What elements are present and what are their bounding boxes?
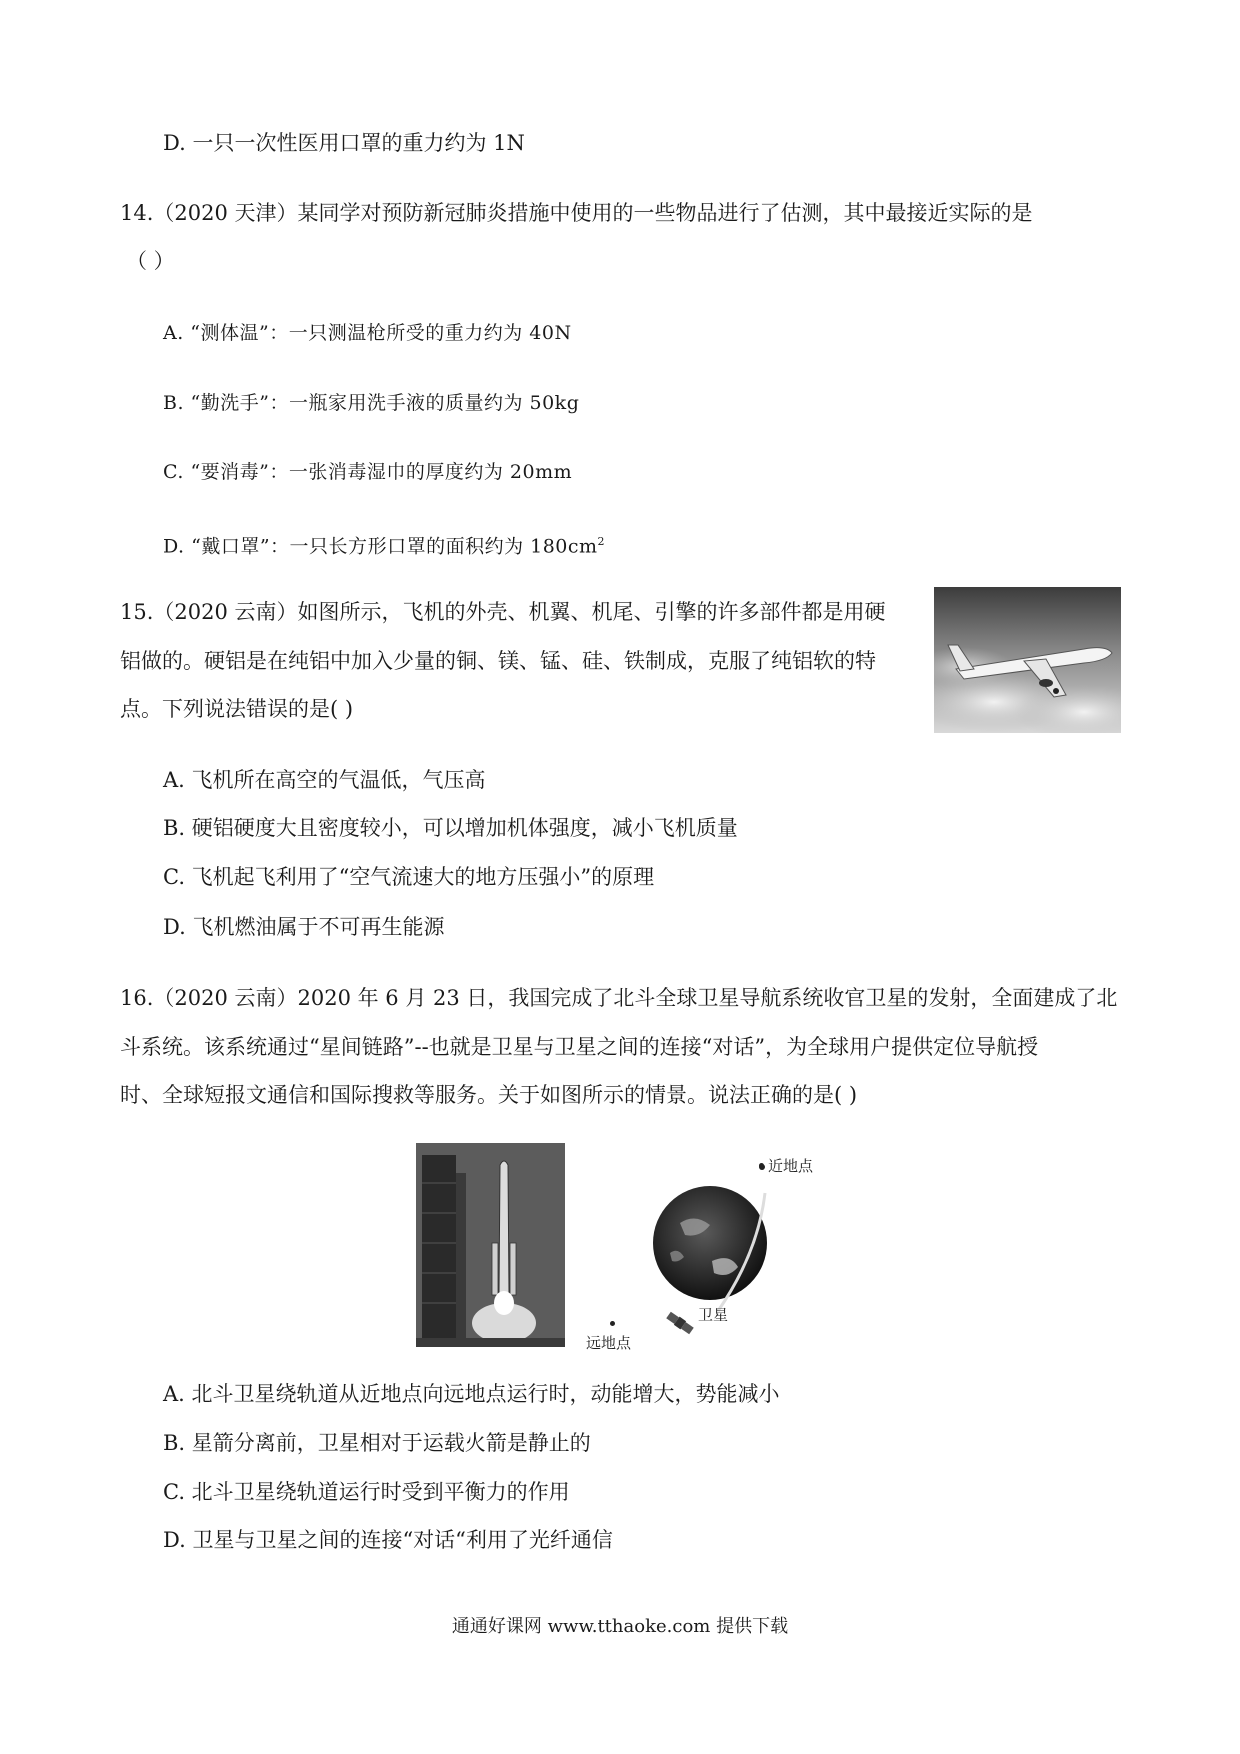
- q15-stem-line1: 15.（2020 云南）如图所示，飞机的外壳、机翼、机尾、引擎的许多部件都是用硬: [120, 600, 886, 624]
- q16-option-d: D. 卫星与卫星之间的连接“对话“利用了光纤通信: [163, 1528, 613, 1552]
- apogee-dot: [610, 1321, 615, 1326]
- label-apogee: 远地点: [586, 1334, 632, 1352]
- q15-option-d: D. 飞机燃油属于不可再生能源: [163, 915, 445, 939]
- q13-option-d: D. 一只一次性医用口罩的重力约为 1N: [163, 131, 525, 155]
- q14-option-d-text: D. “戴口罩”：一只长方形口罩的面积约为 180cm: [163, 535, 598, 558]
- label-satellite: 卫星: [698, 1306, 729, 1324]
- q16-stem-line2: 斗系统。该系统通过“星间链路”--也就是卫星与卫星之间的连接“对话”，为全球用户提供定位导航授: [120, 1035, 1039, 1059]
- q14-stem: 14.（2020 天津）某同学对预防新冠肺炎措施中使用的一些物品进行了估测，其中最接近实际的是: [120, 201, 1033, 225]
- q16-stem-line1: 16.（2020 云南）2020 年 6 月 23 日，我国完成了北斗全球卫星导航系统收官卫星的发射，全面建成了北: [120, 986, 1118, 1010]
- q14-option-c: C. “要消毒”：一张消毒湿巾的厚度约为 20mm: [163, 461, 573, 483]
- label-perigee: 近地点: [768, 1157, 814, 1175]
- q14-option-d-superscript: 2: [597, 535, 606, 548]
- q15-option-c: C. 飞机起飞利用了“空气流速大的地方压强小”的原理: [163, 865, 655, 889]
- q15-stem-line2: 铝做的。硬铝是在纯铝中加入少量的铜、镁、锰、硅、铁制成，克服了纯铝软的特: [120, 649, 876, 673]
- q16-stem-line3: 时、全球短报文通信和国际搜救等服务。关于如图所示的情景。说法正确的是( ): [120, 1083, 858, 1107]
- perigee-dot: [759, 1163, 764, 1168]
- orbit-diagram: [640, 1143, 850, 1373]
- page-footer: 通通好课网 www.tthaoke.com 提供下载: [451, 1616, 789, 1637]
- q16-option-c: C. 北斗卫星绕轨道运行时受到平衡力的作用: [163, 1480, 570, 1504]
- q16-option-b: B. 星箭分离前，卫星相对于运载火箭是静止的: [163, 1431, 591, 1455]
- airplane-photo: [934, 587, 1121, 733]
- q14-option-a: A. “测体温”：一只测温枪所受的重力约为 40N: [163, 322, 572, 344]
- q14-answer-blank: （ ）: [126, 249, 175, 273]
- q15-stem-line3: 点。下列说法错误的是( ): [120, 697, 354, 721]
- q15-option-a: A. 飞机所在高空的气温低，气压高: [163, 768, 486, 792]
- q14-option-b: B. “勤洗手”：一瓶家用洗手液的质量约为 50kg: [163, 392, 580, 414]
- q14-option-d: [163, 527, 605, 561]
- q15-option-b: B. 硬铝硬度大且密度较小，可以增加机体强度，减小飞机质量: [163, 816, 738, 840]
- q16-option-a: A. 北斗卫星绕轨道从近地点向远地点运行时，动能增大，势能减小: [163, 1382, 780, 1406]
- rocket-launch-photo: [416, 1143, 565, 1347]
